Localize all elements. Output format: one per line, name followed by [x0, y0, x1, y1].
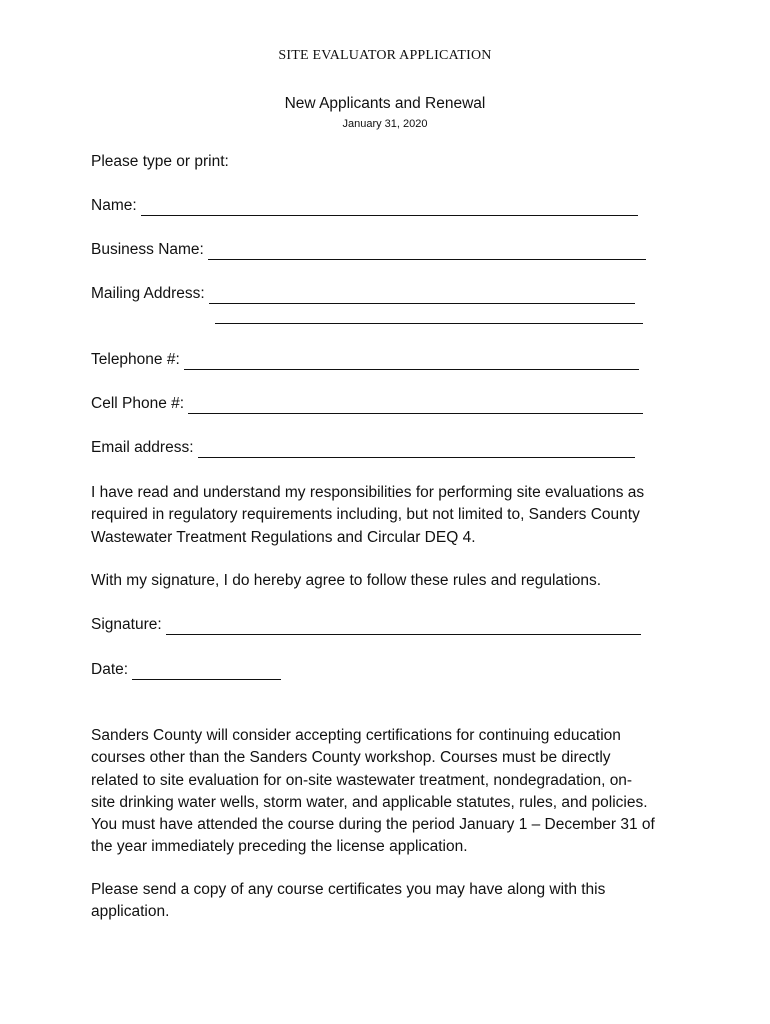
paragraph-line: the year immediately preceding the license application. — [91, 838, 468, 856]
date-blank[interactable] — [132, 664, 281, 680]
email-field[interactable] — [91, 438, 635, 458]
paragraph-line: You must have attended the course during the period January 1 – December 31 of — [91, 816, 655, 834]
business-name-field[interactable] — [91, 240, 646, 260]
mailing-address-field[interactable] — [91, 284, 635, 304]
mailing-address-blank-2[interactable] — [215, 308, 643, 324]
date-label: Date: — [91, 661, 129, 678]
responsibility-paragraph — [91, 482, 691, 549]
cell-phone-blank[interactable] — [188, 398, 643, 414]
name-field[interactable] — [91, 196, 638, 216]
mailing-address-blank-1[interactable] — [209, 288, 635, 304]
continuing-education-paragraph — [91, 725, 691, 859]
name-blank[interactable] — [141, 200, 638, 216]
agreement-text: With my signature, I do hereby agree to follow these rules and regulations. — [91, 572, 602, 589]
paragraph-line: required in regulatory requirements including, but not limited to, Sanders County — [91, 506, 640, 524]
date-field[interactable] — [91, 660, 281, 680]
page-title: SITE EVALUATOR APPLICATION — [278, 48, 492, 63]
email-blank[interactable] — [198, 442, 635, 458]
signature-label: Signature: — [91, 616, 162, 633]
certificates-paragraph — [91, 879, 691, 924]
paragraph-line: Please send a copy of any course certificates you may have along with this — [91, 881, 606, 898]
paragraph-line: application. — [91, 903, 170, 921]
signature-field[interactable] — [91, 615, 641, 635]
paragraph-line: I have read and understand my responsibilities for performing site evaluations as — [91, 484, 645, 501]
email-label: Email address: — [91, 439, 194, 456]
mailing-address-label: Mailing Address: — [91, 285, 205, 302]
paragraph-line: Sanders County will consider accepting certifications for continuing education — [91, 727, 621, 744]
business-name-blank[interactable] — [208, 244, 646, 260]
business-name-label: Business Name: — [91, 241, 204, 258]
paragraph-line: courses other than the Sanders County workshop. Courses must be directly — [91, 749, 611, 767]
cell-phone-label: Cell Phone #: — [91, 395, 185, 412]
mailing-address-line-2[interactable] — [215, 308, 643, 330]
paragraph-line: related to site evaluation for on-site wastewater treatment, nondegradation, on- — [91, 771, 633, 789]
page-subtitle: New Applicants and Renewal — [284, 95, 486, 112]
name-label: Name: — [91, 197, 137, 214]
telephone-blank[interactable] — [184, 354, 639, 370]
telephone-field[interactable] — [91, 350, 639, 370]
document-date: January 31, 2020 — [342, 118, 428, 130]
cell-phone-field[interactable] — [91, 394, 643, 414]
instruction-text: Please type or print: — [91, 153, 229, 170]
paragraph-line: Wastewater Treatment Regulations and Circular DEQ 4. — [91, 528, 476, 546]
paragraph-line: site drinking water wells, storm water, and applicable statutes, rules, and policies. — [91, 793, 648, 811]
telephone-label: Telephone #: — [91, 351, 180, 368]
signature-blank[interactable] — [166, 619, 641, 635]
